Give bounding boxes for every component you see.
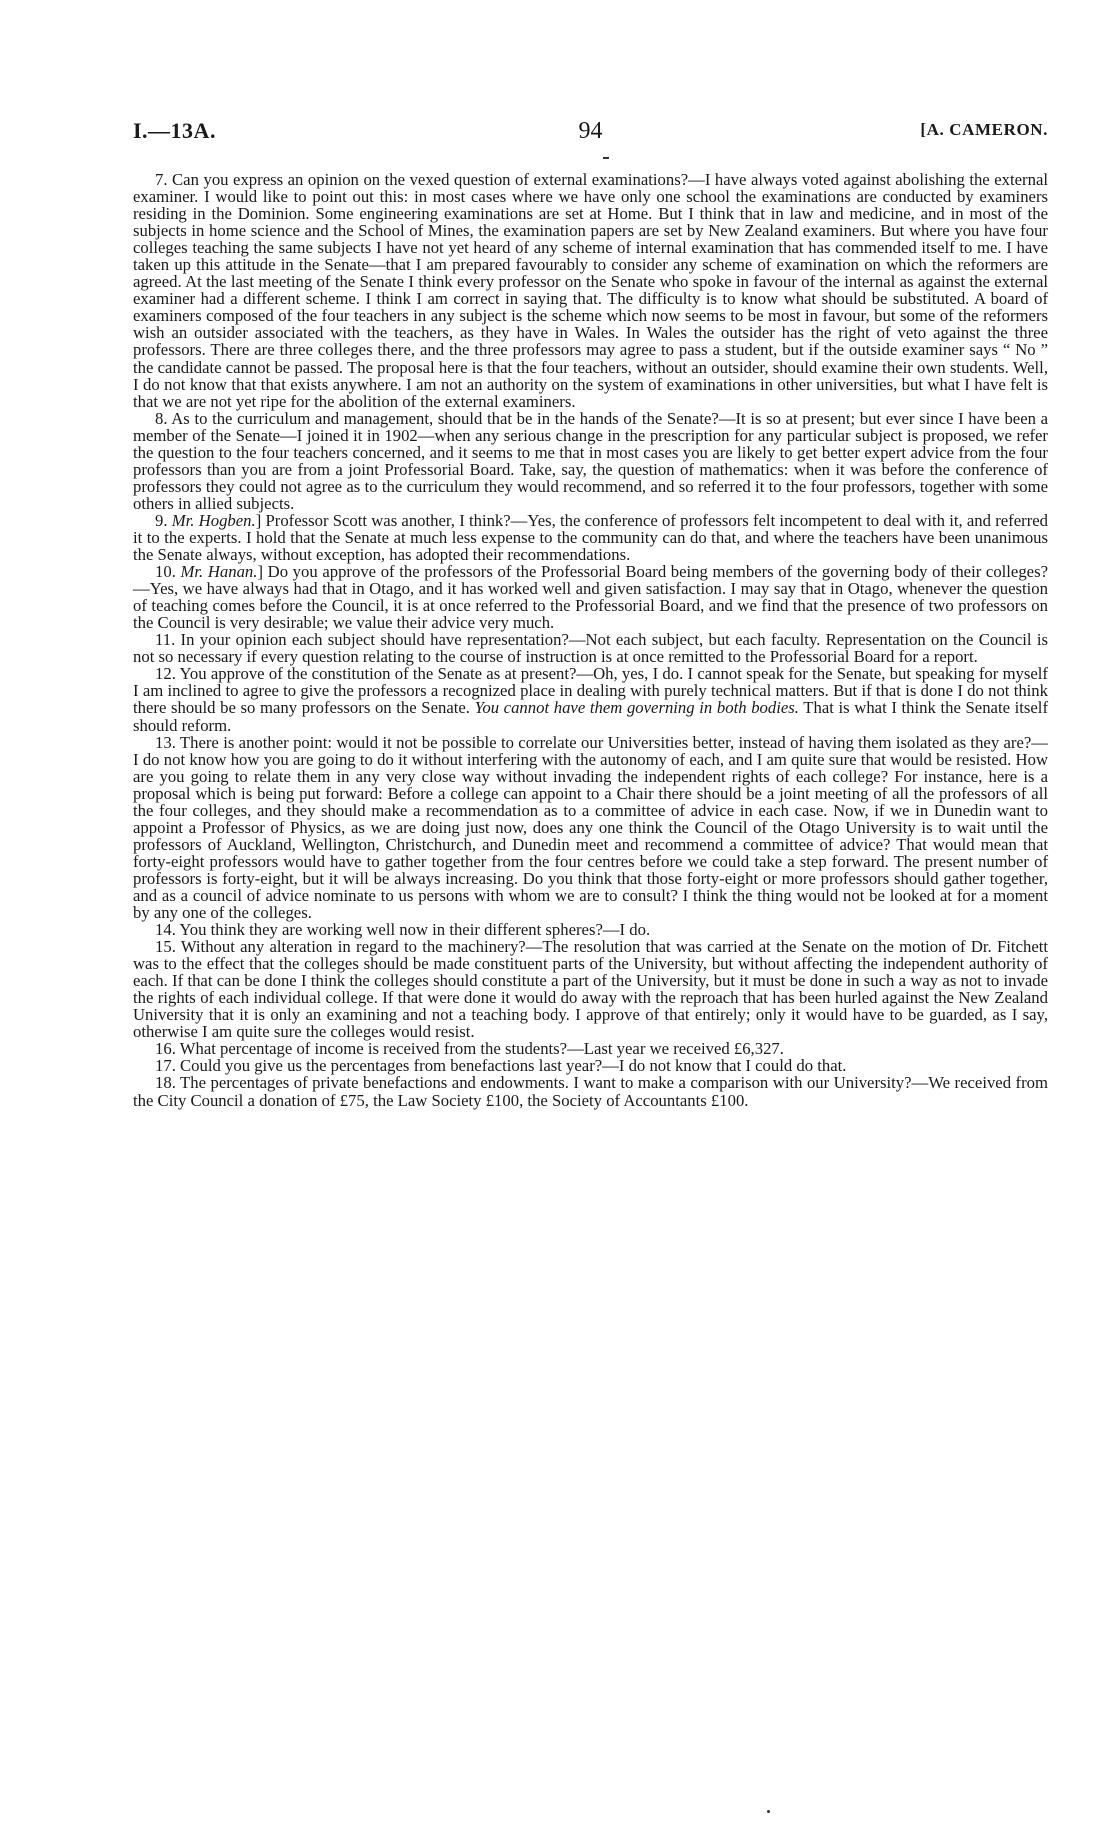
header-tick-mark: [603, 157, 609, 159]
paragraph-16: 16. What percentage of income is received from the students?—Last year we received £6,327.: [155, 1039, 784, 1059]
paragraph-12: 12. You approve of the constitution of the Senate as at present?—Oh, yes, I do. I cannot speak for the Senate, but speaking for myself I am inclined to agree to give the professors a recognized place in dealing with purely technical matters. But if that is done I do not think there should be so many professors on the Senate. You cannot have them governing in both bodies. That is what I think the Senate itself should reform.: [133, 664, 1048, 735]
paragraph-9: 9. Mr. Hogben.] Professor Scott was another, I think?—Yes, the conference of professors felt incompetent to deal with it, and referred it to the experts. I hold that the Senate at much less expense to the community can do that, and where the teachers have been unanimous the Senate always, without exception, has adopted their recommendations.: [133, 510, 1049, 565]
document-reference: I.—13A.: [133, 118, 216, 143]
paragraph-10: 10. Mr. Hanan.] Do you approve of the professors of the Professorial Board being members of the governing body of their colleges?—Yes, we have always had that in Otago, and it has worked well and given satisfaction. I may say that in Otago, whenever the question of teaching comes before the Council, it is at once referred to the Professorial Board, and we find that the presence of two professors on the Council is very desirable; we value their advice very much.: [133, 562, 1048, 633]
page-header: [133, 118, 1048, 152]
paragraph-13: 13. There is another point: would it not be possible to correlate our Universities better, instead of having them isolated as they are?—I do not know how you are going to do it without interfering with the autonomy of each, and I am quite sure that would be resisted. How are you going to relate them in any very close way without invading the independent rights of each college? For instance, here is a proposal which is being put forward: Before a college can appoint to a Chair there should be a joint meeting of all the professors of all the four colleges, and they should make a recommendation as to a committee of advice in each case. Now, if we in Dunedin want to appoint a Professor of Physics, as we are doing just now, does any one think the Council of the Otago University is to wait until the professors of Auckland, Wellington, Christchurch, and Dunedin meet and recommend a committee of advice? That would mean that forty-eight professors would have to gather together from the four centres before we could take a step forward. The present number of professors is forty-eight, but it will be always increasing. Do you think that those forty-eight or more professors should gather together, and as a council of advice nominate to us persons with whom we are to consult? I think the thing would not be looked at for a moment by any one of the colleges.: [133, 732, 1048, 923]
italic-phrase: You cannot have them governing in both bodies.: [474, 698, 799, 718]
body-text: [133, 171, 1048, 1109]
paragraph-15: 15. Without any alteration in regard to the machinery?—The resolution that was carried at the Senate on the motion of Dr. Fitchett was to the effect that the colleges should be made constituent parts of the University, but without affecting the independent authority of each. If that can be done I think the colleges should constitute a part of the University, but it must be done in such a way as not to invade the rights of each individual college. If that were done it would do away with the reproach that has been hurled against the New Zealand University that it is only an examining and not a teaching body. I approve of that entirely; only it would have to be guarded, as I say, otherwise I am quite sure the colleges would resist.: [133, 937, 1048, 1042]
paragraph-11: 11. In your opinion each subject should have representation?—Not each subject, but each faculty. Representation on the Council is not so necessary if every question relating to the course of instruction is at once remitted to the Professorial Board for a report.: [133, 630, 1048, 667]
paragraph-7: 7. Can you express an opinion on the vexed question of external examinations?—I have always voted against abolishing the external examiner. I would like to point out this: in most cases where we have only one school the examinations are conducted by examiners residing in the Dominion. Some engineering examinations are set at Home. But I think that in law and medicine, and in most of the subjects in home science and the School of Mines, the examination papers are set by New Zealand examiners. But where you have four colleges teaching the same subjects I have not yet heard of any scheme of internal examination that has commended itself to me. I have taken up this attitude in the Senate—that I am prepared favourably to consider any scheme of examination on which the reformers are agreed. At the last meeting of the Senate I think every professor on the Senate who spoke in favour of the internal as against the external examiner had a different scheme. I think I am correct in saying that. The difficulty is to know what should be substituted. A board of examiners composed of the four teachers in any subject is the scheme which now seems to be most in favour, but some of the reformers wish an outsider associated with the teachers, as they have in Wales. In Wales the outsider has the right of veto against the three professors. There are three colleges there, and the three professors may agree to pass a student, but if the outside examiner says “ No ” the candidate cannot be passed. The proposal here is that the four teachers, without an outsider, should examine their own students. Well, I do not know that that exists anywhere. I am not an authority on the system of examinations in other universities, but what I have felt is that we are not yet ripe for the abolition of the external examiners.: [133, 170, 1048, 411]
paragraph-18: 18. The percentages of private benefactions and endowments. I want to make a comparison with our University?—We received from the City Council a donation of £75, the Law Society £100, the Society of Accountants £100.: [133, 1073, 1048, 1110]
italic-phrase: Mr. Hogben.: [171, 510, 256, 530]
paragraph-14: 14. You think they are working well now in their different spheres?—I do.: [155, 920, 651, 940]
stray-mark: [767, 1810, 770, 1813]
paragraph-17: 17. Could you give us the percentages from benefactions last year?—I do not know that I could do that.: [155, 1056, 847, 1076]
page-number: 94: [578, 118, 603, 144]
witness-name: [A. CAMERON.: [920, 120, 1048, 139]
italic-phrase: Mr. Hanan.: [180, 562, 258, 582]
paragraph-8: 8. As to the curriculum and management, should that be in the hands of the Senate?—It is so at present; but ever since I have been a member of the Senate—I joined it in 1902—when any serious change in the prescription for any particular subject is proposed, we refer the question to the four teachers concerned, and it seems to me that in most cases you are likely to get better expert advice from the four professors than you are from a joint Professorial Board. Take, say, the question of mathematics: when it was before the conference of professors they could not agree as to the curriculum they would recommend, and so referred it to the four professors, together with some others in allied subjects.: [133, 408, 1048, 513]
